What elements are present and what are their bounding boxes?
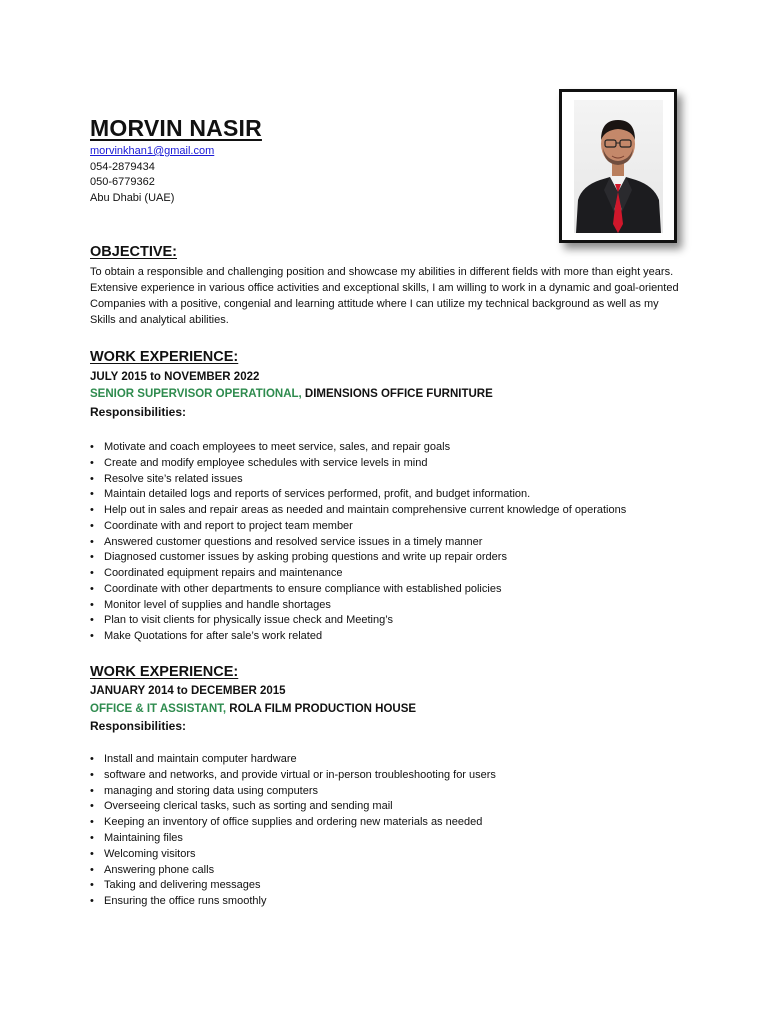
profile-photo [559,89,677,243]
responsibility-item: • Plan to visit clients for physically issue check and Meeting’s [90,613,626,629]
company-name-2: ROLA FILM PRODUCTION HOUSE [226,703,417,715]
responsibility-item: • Diagnosed customer issues by asking probing questions and write up repair orders [90,550,626,566]
responsibility-item: • Resolve site’s related issues [90,472,626,488]
job-title-2: OFFICE & IT ASSISTANT, [90,703,227,715]
job-dates-2: JANUARY 2014 to DECEMBER 2015 [90,685,286,697]
phone-secondary: 050-6779362 [90,176,155,189]
responsibility-item: • software and networks, and provide virtual or in-person troubleshooting for users [90,768,496,784]
responsibility-item: • Create and modify employee schedules with service levels in mind [90,456,626,472]
responsibilities-label-1: Responsibilities: [90,405,187,419]
responsibility-item: • Keeping an inventory of office supplies and ordering new materials as needed [90,815,496,831]
phone-primary: 054-2879434 [90,160,155,173]
responsibility-item: • Answered customer questions and resolved service issues in a timely manner [90,535,626,551]
responsibility-item: • Overseeing clerical tasks, such as sorting and sending mail [90,799,496,815]
responsibilities-list-2 [90,752,496,910]
responsibility-item: • Coordinate with and report to project team member [90,519,626,535]
responsibility-item: • Maintaining files [90,831,496,847]
responsibility-item: • Coordinated equipment repairs and maintenance [90,566,626,582]
job-dates-1: JULY 2015 to NOVEMBER 2022 [90,371,260,383]
responsibility-item: • Motivate and coach employees to meet service, sales, and repair goals [90,440,626,456]
objective-text: To obtain a responsible and challenging position and showcase my abilities in different fields with more than eight years. Extensive experience in various office activities and exceptional skills, I am willing to work in a dynamic and goal-oriented Companies with a positive, congenial and learning attitude where I can utilize my technical background as well as my Skills and analytical abilities. [90,266,679,326]
location: Abu Dhabi (UAE) [90,192,175,205]
responsibility-item: • Ensuring the office runs smoothly [90,894,496,910]
job-role-1 [90,387,493,402]
responsibility-item: • Taking and delivering messages [90,878,496,894]
job-role-2 [90,702,416,717]
work-experience-heading-2: WORK EXPERIENCE: [90,664,239,680]
company-name-1: DIMENSIONS OFFICE FURNITURE [301,388,493,400]
work-experience-heading-1: WORK EXPERIENCE: [90,349,239,365]
responsibility-item: • Maintain detailed logs and reports of services performed, profit, and budget information. [90,487,626,503]
responsibility-item: • Answering phone calls [90,863,496,879]
responsibility-item: • Install and maintain computer hardware [90,752,496,768]
job-title-1: SENIOR SUPERVISOR OPERATIONAL, [90,388,302,400]
responsibilities-list-1 [90,440,626,645]
responsibility-item: • managing and storing data using computers [90,784,496,800]
candidate-name: MORVIN NASIR [90,115,262,141]
contact-block [90,144,214,207]
responsibility-item: • Monitor level of supplies and handle shortages [90,598,626,614]
objective-heading: OBJECTIVE: [90,244,178,260]
responsibility-item: • Welcoming visitors [90,847,496,863]
responsibilities-label-2: Responsibilities: [90,719,187,733]
responsibility-item: • Help out in sales and repair areas as needed and maintain comprehensive current knowledge of operations [90,503,626,519]
email-link[interactable]: morvinkhan1@gmail.com [90,145,215,157]
person-portrait-icon [574,100,663,233]
responsibility-item: • Coordinate with other departments to ensure compliance with established policies [90,582,626,598]
responsibility-item: • Make Quotations for after sale’s work related [90,629,626,645]
